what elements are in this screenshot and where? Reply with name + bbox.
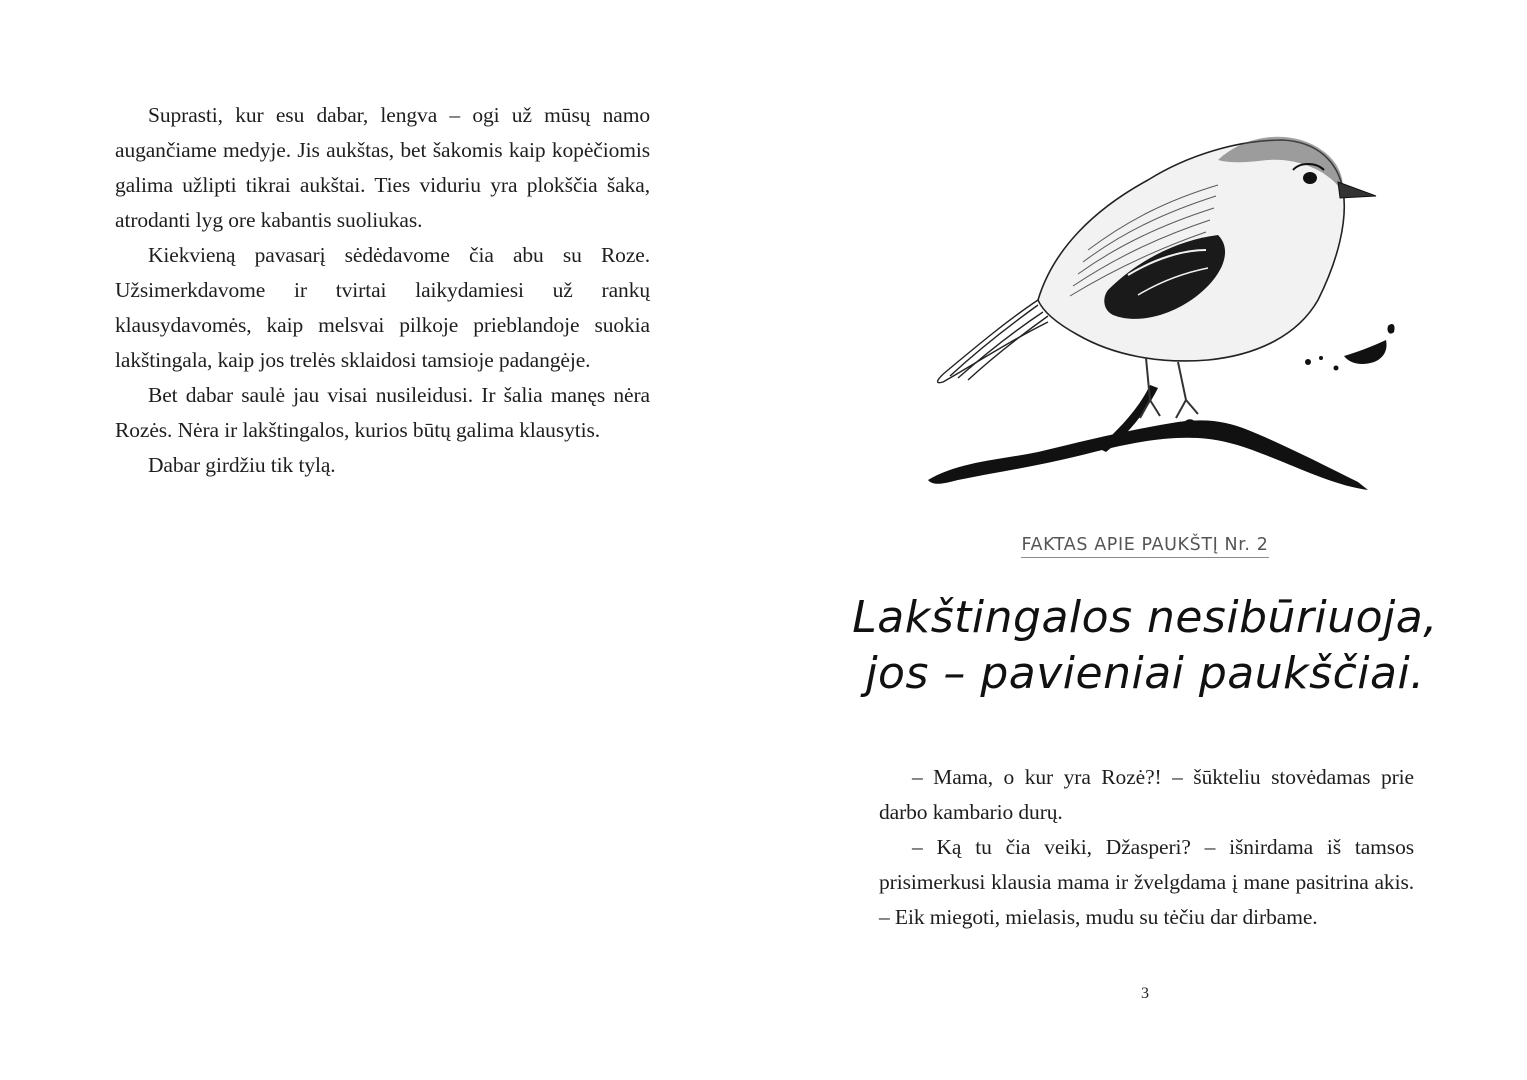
paragraph: Suprasti, kur esu dabar, lengva – ogi už mūsų namo augančiame medyje. Jis aukštas, bet šakomis kaip kopėčiomis galima užlipti tikrai aukštai. Ties viduriu yra plokščia šaka, atrodanti lyg ore kabantis suoliukas.: [115, 103, 650, 232]
bird-tail: [938, 300, 1048, 383]
fact-line: Lakštingalos nesibūriuoja,: [852, 592, 1438, 643]
paragraph: Kiekvieną pavasarį sėdėdavome čia abu su Roze. Užsimerkdavome ir tvirtai laikydamiesi už rankų klausydavomės, kaip melsvai pilkoje prieblandoje suokia lakštingala, kaip jos trelės sklaidosi tamsioje padangėje.: [115, 243, 650, 372]
right-page-text: [879, 760, 1414, 935]
fact-line: jos – pavieniai paukščiai.: [865, 648, 1425, 699]
right-page: [763, 0, 1527, 1080]
paragraph: – Mama, o kur yra Rozė?! – šūkteliu stovėdamas prie darbo kambario durų.: [879, 765, 1414, 824]
paragraph: – Ką tu čia veiki, Džasperi? – išnirdama iš tamsos prisimerkusi klausia mama ir žvelgdama į mane pasitrina akis. – Eik miegoti, mielasis, mudu su tėčiu dar dirbame.: [879, 835, 1414, 929]
paragraph: Bet dabar saulė jau visai nusileidusi. Ir šalia manęs nėra Rozės. Nėra ir lakštingalos, kurios būtų galima klausytis.: [115, 383, 650, 442]
fact-heading-label: FAKTAS APIE PAUKŠTĮ Nr. 2: [1021, 535, 1270, 558]
fact-text: [763, 590, 1527, 702]
fact-heading: [763, 535, 1527, 558]
bird-body: [1038, 137, 1376, 418]
nightingale-illustration: [888, 100, 1408, 500]
left-page-text: [115, 98, 650, 483]
page-number: 3: [1141, 985, 1149, 1002]
paragraph: Dabar girdžiu tik tylą.: [148, 453, 336, 477]
left-page: [0, 0, 763, 1080]
